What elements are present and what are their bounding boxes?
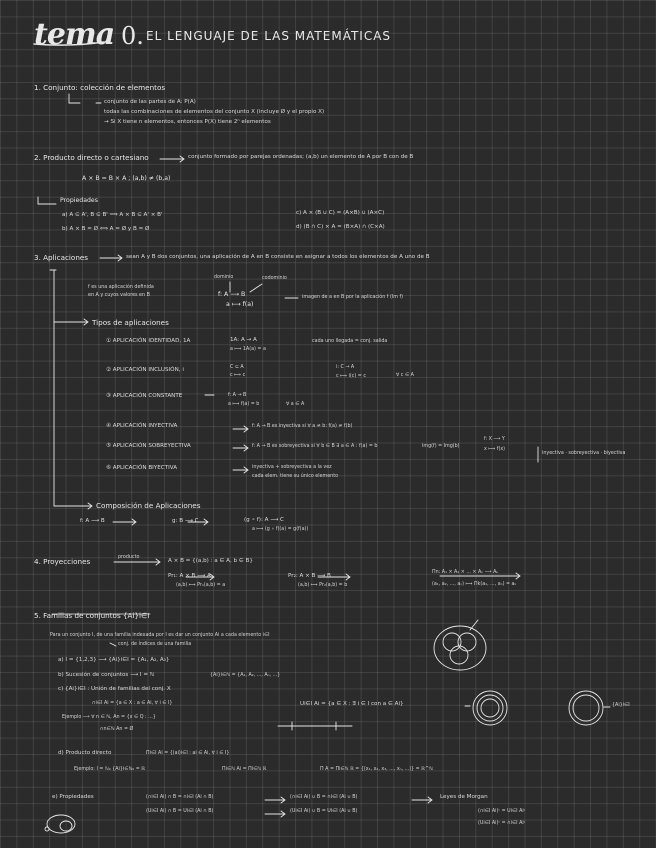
s3-type-3-b: a ⟼ f(a) = b <box>228 402 260 407</box>
s3-map-2: a ⟼ f(a) <box>226 301 254 308</box>
s5-morgan-1: (∩i∈I Ai)ᶜ = Ui∈I Aiᶜ <box>478 809 526 814</box>
s2-prop-d: d) (B ∩ C) × A = (B×A) ∩ (C×A) <box>296 224 385 230</box>
s3-comp-1: f: A ⟶ B <box>80 518 105 524</box>
s2-heading: 2. Producto directo o cartesiano <box>34 153 149 162</box>
s3-type-4-desc: f: A → B es inyectiva si ∀ a ≠ b: f(a) ≠ f(b) <box>252 424 353 429</box>
s5-item-c-5: ∩n∈ℕ An = Ø <box>100 727 134 732</box>
s3-type-2: ② APLICACIÓN INCLUSIÓN, i <box>106 367 184 373</box>
s5-morgan-2: (Ui∈I Ai)ᶜ = ∩i∈I Aiᶜ <box>478 821 526 826</box>
s3-type-2-a: C ⊆ A <box>230 365 244 370</box>
s2-description: conjunto formado por parejas ordenadas; (a,b) un elemento de A por B con de B <box>188 154 414 160</box>
s3-type-1-map: 1A: A → A <box>230 337 257 343</box>
s4-label: producto <box>118 555 140 560</box>
s3-type-5-note: Img(f) = Img(b) <box>422 444 460 449</box>
page-title: EL LENGUAJE DE LAS MATEMÁTICAS <box>146 29 392 43</box>
s4-pr2-b: (a,b) ⟼ Pr₂(a,b) = b <box>298 583 348 588</box>
s4-general-1: Πn: A₁ × A₂ × ... × Aₙ ⟶ Aₖ <box>432 570 499 575</box>
s5-item-b: b) Sucesión de conjuntos ⟶ I = ℕ <box>58 672 155 678</box>
s2-prop-c: c) A × (B ∪ C) = (A×B) ∪ (A×C) <box>296 210 385 216</box>
s5-prop-4: (Ui∈I Ai) ∪ B = Ui∈I (Ai ∪ B) <box>290 809 358 814</box>
s5-item-d-2: Πi∈I Ai = {(ai)i∈I : ai ∈ Ai, ∀ i ∈ I} <box>146 751 230 756</box>
s3-comp-3: (g ∘ f): A ⟶ C <box>244 517 284 523</box>
s3-type-2-e: ∀ c ∈ A <box>396 373 414 378</box>
s3-type-3-c: ∀ a ∈ A <box>286 402 305 407</box>
s2-prop-a: a) A ⊆ A', B ⊆ B' ⟹ A × B ⊆ A' × B' <box>62 212 163 218</box>
s4-general-2: (a₁, a₂, ..., aₙ) ⟼ Πk(a₁, ..., aₙ) = aₖ <box>432 582 517 587</box>
s2-prop-b: b) A × B = Ø ⟺ A = Ø y B = Ø <box>62 226 150 232</box>
s3-type-5: ⑤ APLICACIÓN SOBREYECTIVA <box>106 443 191 449</box>
s3-type-1-map-2: a ⟼ 1A(a) = a <box>230 347 266 352</box>
s5-prop-3: (∩i∈I Ai) ∪ B = ∩i∈I (Ai ∪ B) <box>290 795 358 800</box>
s3-type-6-note: cada elem. tiene su único elemento <box>252 474 339 479</box>
s5-item-e: e) Propiedades <box>52 794 94 800</box>
s3-note-1: f es una aplicación definida <box>88 285 154 290</box>
side-map-1: f: X ⟶ Y <box>484 437 505 442</box>
s1-heading: 1. Conjunto: colección de elementos <box>34 83 166 92</box>
s3-note-2: en A y cuyos valores en B <box>88 293 150 298</box>
s5-desc-2: conj. de índices de una familia <box>118 642 192 647</box>
s3-type-3-a: f: A → B <box>228 393 247 398</box>
s5-heading: 5. Familias de conjuntos {Ai}i∈I <box>34 611 150 620</box>
s3-comp-4: a ⟼ (g ∘ f)(a) = g(f(a)) <box>252 527 309 532</box>
s2-formula: A × B = B × A ; (a,b) ≠ (b,a) <box>82 175 171 182</box>
s5-item-c-2: ∩i∈I Ai = {a ∈ X : a ∈ Ai, ∀ i ∈ I} <box>92 701 173 706</box>
s1-line-3: → Si X tiene n elementos, entonces P(X) tiene 2ⁿ elementos <box>104 119 271 125</box>
s3-type-1-note: cada uno llegada = conj. salida <box>312 339 388 344</box>
s3-type-2-c: i: C → A <box>336 365 355 370</box>
s5-prop-2: (Ui∈I Ai) ∩ B = Ui∈I (Ai ∩ B) <box>146 809 214 814</box>
s2-props: Propiedades <box>60 197 98 204</box>
side-map-2: x ⟼ f(x) <box>484 447 506 452</box>
s3-type-5-desc: f: A → B es sobreyectiva si ∀ b ∈ B ∃ a ∈ A : f(a) = b <box>252 444 378 449</box>
s3-type-4: ④ APLICACIÓN INYECTIVA <box>106 423 178 429</box>
s4-pr2-a: Pr₂: A × B ⟶ B <box>288 573 331 579</box>
s5-item-d-5: Π A = Πi∈ℕ ℝ = {(x₁, x₂, x₃, ..., xₙ, ...)} = ℝ^ℕ <box>320 767 433 772</box>
s1-line-2: todas las combinaciones de elementos del conjunto X (incluye Ø y el propio X) <box>104 109 325 115</box>
s3-types-heading: Tipos de aplicaciones <box>92 318 169 327</box>
s5-desc: Para un conjunto I, de una familia indexada por I es dar un conjunto Ai a cada elemento i∈I <box>50 633 270 638</box>
s3-description: sean A y B dos conjuntos, una aplicación de A en B consiste en asignar a todos los elementos de A uno de B <box>126 254 430 260</box>
s5-morgan-title: Leyes de Morgan <box>440 794 488 800</box>
s3-dominio: dominio <box>214 275 234 280</box>
s5-item-b-2: {Ai}i∈ℕ = {A₁, A₂, ..., Aₙ, ...} <box>210 673 281 678</box>
side-map-3: inyectiva · sobreyectiva · biyectiva <box>542 451 626 456</box>
s3-type-1: ① APLICACIÓN IDENTIDAD, 1A <box>106 338 191 344</box>
s5-item-a: a) I = {1,2,3} ⟶ {Ai}i∈I = {A₁, A₂, A₃} <box>58 657 170 663</box>
s3-type-2-d: c ⟼ i(c) = c <box>336 374 366 379</box>
title-script: tema <box>34 17 115 52</box>
s3-type-2-b: c ⟼ c <box>230 373 246 378</box>
s3-image-note: imagen de a en B por la aplicación f (Im f) <box>302 295 404 300</box>
s4-heading: 4. Proyecciones <box>34 557 91 566</box>
s4-pr1-b: (a,b) ⟼ Pr₁(a,b) = a <box>176 583 226 588</box>
s4-pr1-a: Pr₁: A × B ⟶ A <box>168 573 211 579</box>
s5-item-d-3: Ejemplo: I = ℕ₀ {Ai}i∈ℕ₀ = ℝ <box>74 767 146 772</box>
s5-item-d-4: Πi∈ℕ Ai = Πi∈ℕ ℝ <box>222 767 267 772</box>
s3-type-6: ⑥ APLICACIÓN BIYECTIVA <box>106 465 178 471</box>
s5-item-c-4: Ejemplo ⟶ ∀ n ∈ ℕ, An = {x ∈ Q : ...} <box>62 715 156 720</box>
s1-line-1: conjunto de las partes de A: P(A) <box>104 99 196 105</box>
s5-prop-1: (∩i∈I Ai) ∩ B = ∩i∈I (Ai ∩ B) <box>146 795 214 800</box>
s3-map-1: f: A ⟶ B <box>218 291 246 298</box>
s5-venn-label: {Ai}i∈I <box>612 703 630 708</box>
s5-item-d: d) Producto directo <box>58 750 112 756</box>
title-number: 0. <box>121 22 144 50</box>
s3-comp-2: g: B ⟶ C <box>172 518 199 524</box>
s4-formula: A × B = {(a,b) : a ∈ A, b ∈ B} <box>168 558 253 564</box>
s3-type-3: ③ APLICACIÓN CONSTANTE <box>106 393 183 399</box>
s3-codominio: codominio <box>262 276 287 281</box>
s3-composition-heading: Composición de Aplicaciones <box>96 501 201 510</box>
s3-heading: 3. Aplicaciones <box>34 253 89 262</box>
s5-item-c-3: Ui∈I Ai = {a ∈ X : ∃ i ∈ I con a ∈ Ai} <box>300 701 404 707</box>
s3-type-6-desc: inyectiva + sobreyectiva a la vez <box>252 465 332 470</box>
s5-item-c: c) {Ai}i∈I : Unión de familias del conj. X <box>58 686 171 692</box>
